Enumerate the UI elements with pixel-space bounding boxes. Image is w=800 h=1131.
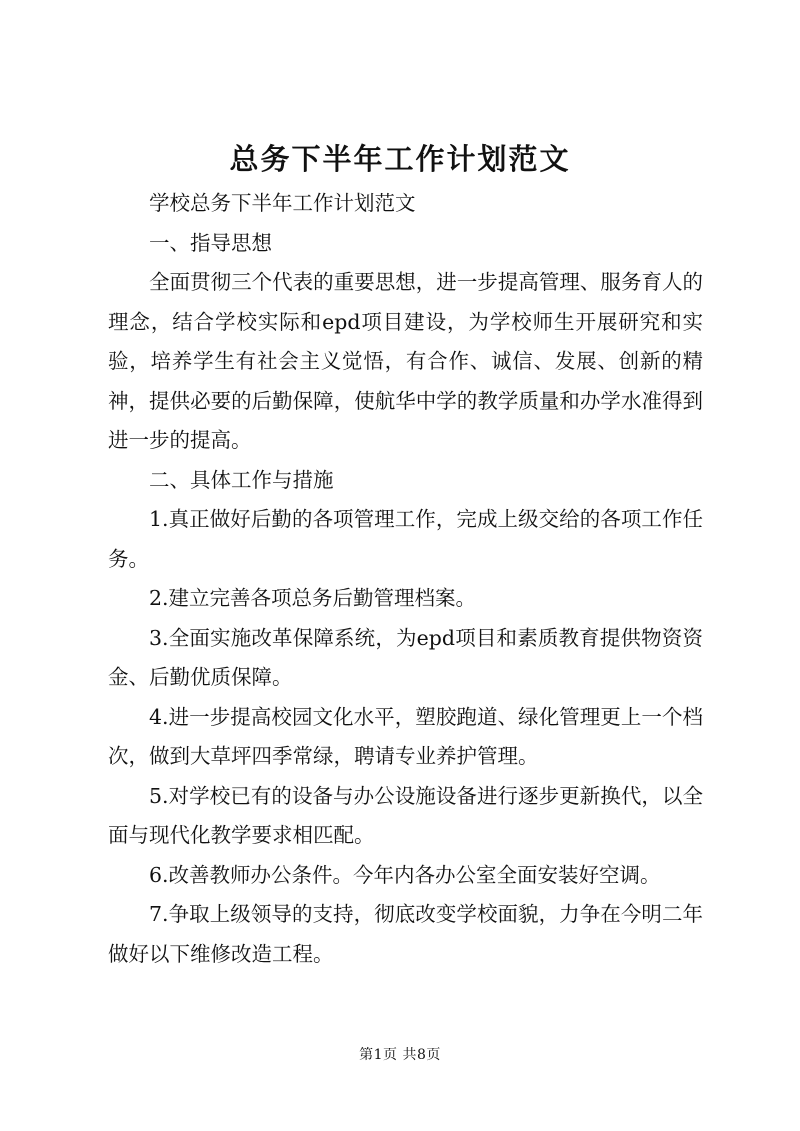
document-body xyxy=(108,184,703,974)
document-title: 总务下半年工作计划范文 xyxy=(229,142,571,176)
list-item: 2.建立完善各项总务后勤管理档案。 xyxy=(149,586,477,610)
list-item: 5.对学校已有的设备与办公设施设备进行逐步更新换代，以全面与现代化教学要求相匹配。 xyxy=(108,783,703,847)
body-paragraph: 全面贯彻三个代表的重要思想，进一步提高管理、服务育人的理念，结合学校实际和epd项目建设，为学校师生开展研究和实验，培养学生有社会主义觉悟，有合作、诚信、发展、创新的精神，提供必要的后勤保障，使航华中学的教学质量和办学水准得到进一步的提高。 xyxy=(108,270,703,452)
subtitle-paragraph: 学校总务下半年工作计划范文 xyxy=(149,191,416,215)
list-item: 4.进一步提高校园文化水平，塑胶跑道、绿化管理更上一个档次，做到大草坪四季常绿，聘请专业养护管理。 xyxy=(108,704,703,768)
section-heading-work-measures: 二、具体工作与措施 xyxy=(149,467,334,492)
page-footer: 第1页 共8页 xyxy=(359,1047,441,1063)
list-item: 7.争取上级领导的支持，彻底改变学校面貌，力争在今明二年做好以下维修改造工程。 xyxy=(108,902,703,966)
list-item: 1.真正做好后勤的各项管理工作，完成上级交给的各项工作任务。 xyxy=(108,507,703,571)
list-item: 6.改善教师办公条件。今年内各办公室全面安装好空调。 xyxy=(149,862,661,887)
section-heading-guiding-ideology: 一、指导思想 xyxy=(149,230,272,255)
list-item: 3.全面实施改革保障系统，为epd项目和素质教育提供物资资金、后勤优质保障。 xyxy=(108,625,703,689)
